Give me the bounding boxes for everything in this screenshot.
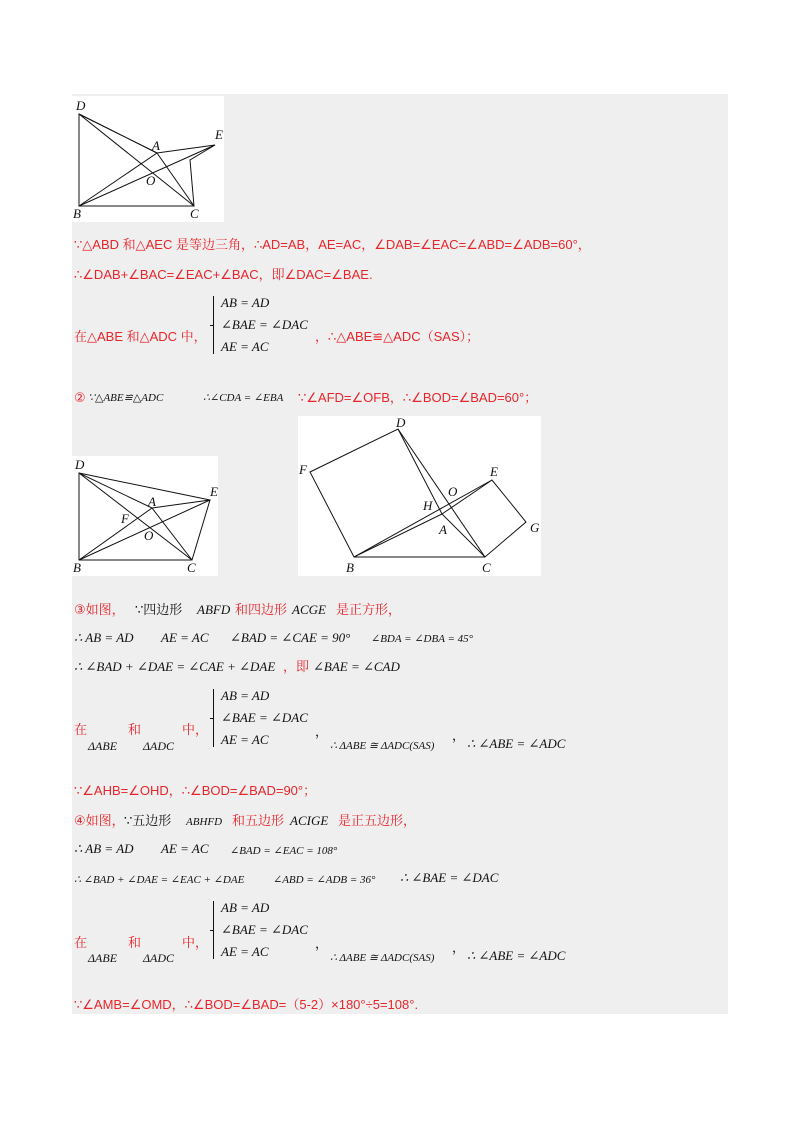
fig3-label-a: A: [439, 522, 447, 537]
part4-eq2: AE = AC: [161, 841, 209, 856]
fig2-label-b: B: [73, 560, 81, 575]
part4-mid-word: 中，: [182, 935, 209, 950]
fig3-label-h: H: [423, 498, 433, 513]
part4-shape1: ABHFD: [186, 816, 223, 828]
part3-eq3: ∠BAD = ∠CAE = 90°: [230, 630, 351, 645]
part4-and-word: 和: [128, 935, 142, 950]
fig1-label-o: O: [146, 173, 156, 188]
part3-ie-eq: ∠BAE = ∠CAD: [313, 659, 400, 674]
part4-sum: ∴ ∠BAD + ∠DAE = ∠EAC + ∠DAE: [74, 874, 245, 886]
part4-eq3: ∠BAD = ∠EAC = 108°: [230, 845, 338, 857]
part3-eq2: AE = AC: [161, 630, 209, 645]
part3-intro-b: ∵四边形: [135, 602, 183, 617]
part4-sys-3: AE = AC: [221, 944, 269, 959]
part1-sys-2: ∠BAE = ∠DAC: [221, 317, 308, 332]
fig1-label-e: E: [215, 127, 223, 142]
figure-1: [72, 96, 224, 222]
part4-brace: [213, 901, 220, 959]
fig1-label-c: C: [190, 206, 199, 221]
part4-shape2: ACIGE: [290, 813, 329, 828]
fig3-label-e: E: [490, 464, 498, 479]
figure-3: [298, 416, 541, 576]
fig2-label-o: O: [144, 528, 154, 543]
fig3-label-c: C: [482, 560, 491, 575]
part4-conc2: ∴ ∠ABE = ∠ADC: [467, 948, 566, 963]
part2-congruence: ∵△ABE≌△ADC: [88, 392, 164, 404]
fig3-label-b: B: [346, 560, 354, 575]
part3-shape2: ACGE: [292, 602, 326, 617]
part3-comma2: ，: [452, 728, 466, 743]
part3-sys-2: ∠BAE = ∠DAC: [221, 710, 308, 725]
part1-brace: [213, 296, 220, 354]
fig3-label-f: F: [299, 462, 307, 477]
part3-intro-d: 是正方形，: [336, 602, 402, 617]
part4-comma: ，: [315, 936, 329, 951]
part2-prefix: ②: [74, 390, 86, 405]
part4-comma2: ，: [452, 940, 466, 955]
part4-eq4: ∠ABD = ∠ADB = 36°: [273, 874, 376, 886]
part4-sys-1: AB = AD: [221, 900, 270, 915]
part3-eq4: ∠BDA = ∠DBA = 45°: [371, 633, 474, 645]
fig2-label-f: F: [121, 511, 129, 526]
part3-conc2: ∴ ∠ABE = ∠ADC: [467, 736, 566, 751]
part1-conclusion: ，∴△ABE≌△ADC（SAS）；: [315, 329, 480, 344]
part4-tri2: ΔADC: [143, 951, 175, 965]
part3-intro-c: 和四边形: [235, 602, 288, 617]
part3-sys-1: AB = AD: [221, 688, 270, 703]
part1-sys-1: AB = AD: [221, 295, 270, 310]
part4-final: ∵∠AMB=∠OMD，∴∠BOD=∠BAD=（5-2）×180°÷5=108°.: [74, 997, 419, 1012]
part3-sys-3: AE = AC: [221, 732, 269, 747]
part3-intro-a: ③如图，: [74, 602, 125, 617]
part1-line2: ∴∠DAB+∠BAC=∠EAC+∠BAC，即∠DAC=∠BAE.: [74, 267, 373, 282]
part4-tri1: ΔABE: [88, 951, 118, 965]
part1-in-label: 在△ABE 和△ADC 中，: [74, 329, 207, 344]
part4-eq1: ∴ AB = AD: [74, 841, 134, 856]
part4-eq5: ∴ ∠BAE = ∠DAC: [400, 870, 499, 885]
part4-intro-d: 是正五边形，: [338, 813, 417, 828]
fig2-label-c: C: [187, 560, 196, 575]
part3-tri2: ΔADC: [143, 739, 175, 753]
part3-in-word: 在: [74, 722, 88, 737]
fig2-label-e: E: [210, 484, 218, 499]
part4-conc1: ∴ ΔABE ≅ ΔADC(SAS): [330, 952, 435, 964]
fig2-label-d: D: [75, 457, 85, 472]
part3-eq1: ∴ AB = AD: [74, 630, 134, 645]
fig1-label-d: D: [76, 98, 86, 113]
part3-conc1: ∴ ΔABE ≅ ΔADC(SAS): [330, 740, 435, 752]
figure-3-diagram: [298, 416, 541, 576]
part3-brace: [213, 689, 220, 747]
part2-angle-eq: ∴∠CDA = ∠EBA: [203, 392, 284, 404]
part4-intro-c: 和五边形: [232, 813, 285, 828]
figure-2-diagram: [72, 456, 218, 576]
part2-tail: ∵∠AFD=∠OFB，∴∠BOD=∠BAD=60°；: [298, 390, 538, 405]
figure-1-diagram: [72, 96, 224, 222]
fig3-label-g: G: [530, 520, 540, 535]
fig2-label-a: A: [148, 494, 156, 509]
part3-sum: ∴ ∠BAD + ∠DAE = ∠CAE + ∠DAE: [74, 659, 276, 674]
fig1-label-a: A: [152, 138, 160, 153]
part3-comma: ，: [315, 724, 329, 739]
part3-tri1: ΔABE: [88, 739, 118, 753]
part3-mid-word: 中，: [182, 722, 209, 737]
part3-final: ∵∠AHB=∠OHD，∴∠BOD=∠BAD=90°；: [74, 783, 317, 798]
part3-shape1: ABFD: [197, 602, 231, 617]
part3-ie: ，即: [283, 659, 310, 674]
fig1-label-b: B: [73, 206, 81, 221]
fig3-label-o: O: [448, 484, 458, 499]
part1-sys-3: AE = AC: [221, 339, 269, 354]
fig3-label-d: D: [396, 416, 406, 430]
part4-in-word: 在: [74, 935, 88, 950]
part4-sys-2: ∠BAE = ∠DAC: [221, 922, 308, 937]
part4-intro-b: ∵五边形: [124, 813, 172, 828]
part4-intro-a: ④如图，: [74, 813, 125, 828]
part3-and-word: 和: [128, 722, 142, 737]
part1-line1: ∵△ABD 和△AEC 是等边三角，∴AD=AB，AE=AC，∠DAB=∠EAC=∠ABD=∠ADB=60°，: [74, 237, 591, 252]
figure-2: [72, 456, 218, 576]
